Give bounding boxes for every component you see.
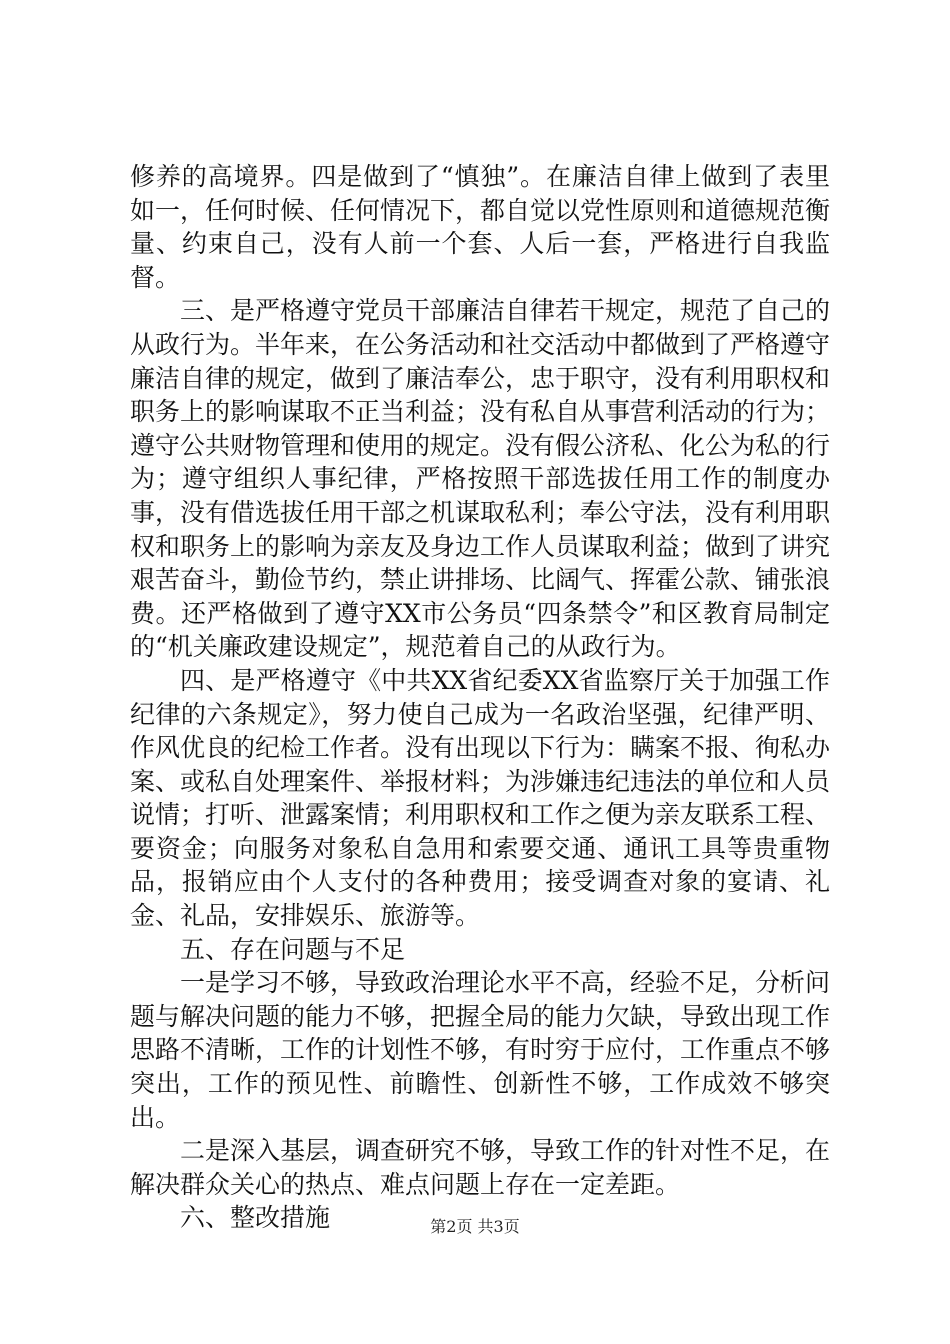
heading-section-five: 五、存在问题与不足	[180, 934, 406, 964]
heading-section-six: 六、整改措施	[180, 1203, 331, 1233]
page-number-footer: 第2页 共3页	[430, 1217, 520, 1236]
document-body	[130, 160, 830, 1235]
paragraph-section-four: 四、是严格遵守《中共XX省纪委XX省监察厅关于加强工作纪律的六条规定》，努力使自己成为一名政治坚强，纪律严明、作风优良的纪检工作者。没有出现以下行为：瞒案不报、徇私办案、或私自处理案件、举报材料；为涉嫌违纪违法的单位和人员说情；打听、泄露案情；利用职权和工作之便为亲友联系工程、要资金；向服务对象私自急用和索要交通、通讯工具等贵重物品，报销应由个人支付的各种费用；接受调查对象的宴请、礼金、礼品，安排娱乐、旅游等。	[130, 665, 831, 931]
paragraph-problem-one: 一是学习不够，导致政治理论水平不高，经验不足，分析问题与解决问题的能力不够，把握全局的能力欠缺，导致出现工作思路不清晰，工作的计划性不够，有时穷于应付，工作重点不够突出，工作的预见性、前瞻性、创新性不够，工作成效不够突出。	[130, 968, 831, 1132]
paragraph-section-three: 三、是严格遵守党员干部廉洁自律若干规定，规范了自己的从政行为。半年来，在公务活动和社交活动中都做到了严格遵守廉洁自律的规定，做到了廉洁奉公，忠于职守，没有利用职权和职务上的影响谋取不正当利益；没有私自从事营利活动的行为；遵守公共财物管理和使用的规定。没有假公济私、化公为私的行为；遵守组织人事纪律，严格按照干部选拔任用工作的制度办事，没有借选拔任用干部之机谋取私利；奉公守法，没有利用职权和职务上的影响为亲友及身边工作人员谋取利益；做到了讲究艰苦奋斗，勤俭节约，禁止讲排场、比阔气、挥霍公款、铺张浪费。还严格做到了遵守XX市公务员“四条禁令”和区教育局制定的“机关廉政建设规定”，规范着自己的从政行为。	[130, 296, 831, 662]
paragraph-problem-two: 二是深入基层，调查研究不够，导致工作的针对性不足，在解决群众关心的热点、难点问题上存在一定差距。	[130, 1136, 831, 1199]
paragraph-continuation: 修养的高境界。四是做到了“慎独”。在廉洁自律上做到了表里如一，任何时候、任何情况下，都自觉以党性原则和道德规范衡量、约束自己，没有人前一个套、人后一套，严格进行自我监督。	[130, 162, 831, 292]
